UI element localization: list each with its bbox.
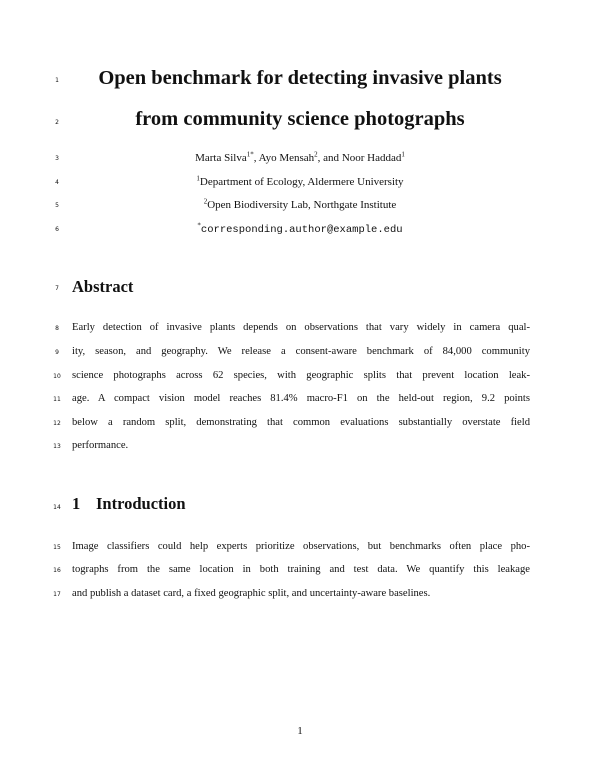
line-number: 9 — [55, 349, 59, 356]
author-separator: , and — [317, 152, 342, 164]
author-list — [70, 151, 530, 165]
line-number: 16 — [53, 567, 61, 574]
line-number: 10 — [53, 373, 61, 380]
author-name: Noor Haddad — [341, 152, 402, 164]
line-number: 12 — [53, 420, 61, 427]
abstract-line: Early detection of invasive plants depends on observations that vary widely in camera qual- — [72, 322, 530, 333]
author-affiliation-mark: 1 — [401, 150, 405, 159]
abstract-line: age. A compact vision model reaches 81.4% macro-F1 on the held-out region, 9.2 points — [72, 393, 530, 404]
line-number: 2 — [55, 119, 59, 126]
page-number: 1 — [297, 725, 303, 737]
author-affiliation-mark: 1* — [246, 150, 254, 159]
abstract-line: ity, season, and geography. We release a consent-aware benchmark of 84,000 community — [72, 346, 530, 357]
affiliation-mark: 1 — [196, 174, 200, 183]
line-number: 17 — [53, 591, 61, 598]
section-number: 1 — [72, 494, 81, 513]
affiliation-text: Open Biodiversity Lab, Northgate Institute — [207, 199, 397, 211]
author-separator: , — [253, 152, 259, 164]
line-number: 7 — [55, 285, 59, 292]
paper-title-line: Open benchmark for detecting invasive plants — [98, 67, 502, 89]
author-name: Marta Silva — [195, 152, 247, 164]
corresponding-author — [70, 222, 530, 237]
author-affiliation-mark: 2 — [314, 150, 318, 159]
section-title: Introduction — [96, 494, 186, 513]
abstract-heading: Abstract — [72, 277, 134, 296]
introduction-line: tographs from the same location in both training and test data. We quantify this leakage — [72, 564, 530, 575]
corresponding-mark: * — [197, 221, 201, 230]
introduction-line: and publish a dataset card, a fixed geographic split, and uncertainty-aware baselines. — [72, 588, 431, 599]
abstract-line: below a random split, demonstrating that common evaluations substantially overstate field — [72, 417, 530, 428]
line-number: 3 — [55, 155, 59, 162]
introduction-line: Image classifiers could help experts prioritize observations, but benchmarks often place pho- — [72, 541, 530, 552]
line-number: 4 — [55, 179, 59, 186]
affiliation — [70, 198, 530, 212]
line-number: 6 — [55, 226, 59, 233]
abstract-line: performance. — [72, 440, 129, 451]
line-number: 11 — [53, 396, 61, 403]
introduction-heading — [72, 494, 186, 514]
affiliation — [70, 175, 530, 189]
line-number: 15 — [53, 544, 61, 551]
line-number: 5 — [55, 202, 59, 209]
affiliation-text: Department of Ecology, Aldermere University — [199, 176, 404, 188]
line-number: 14 — [53, 504, 61, 511]
line-number: 8 — [55, 325, 59, 332]
corresponding-email: corresponding.author@example.edu — [200, 224, 403, 236]
affiliation-mark: 2 — [203, 197, 208, 206]
abstract-line: science photographs across 62 species, with geographic splits that prevent location leak- — [72, 370, 530, 381]
line-number: 1 — [55, 77, 59, 84]
line-number: 13 — [53, 443, 61, 450]
paper-title-line: from community science photographs — [135, 108, 465, 130]
author-name: Ayo Mensah — [258, 152, 315, 164]
